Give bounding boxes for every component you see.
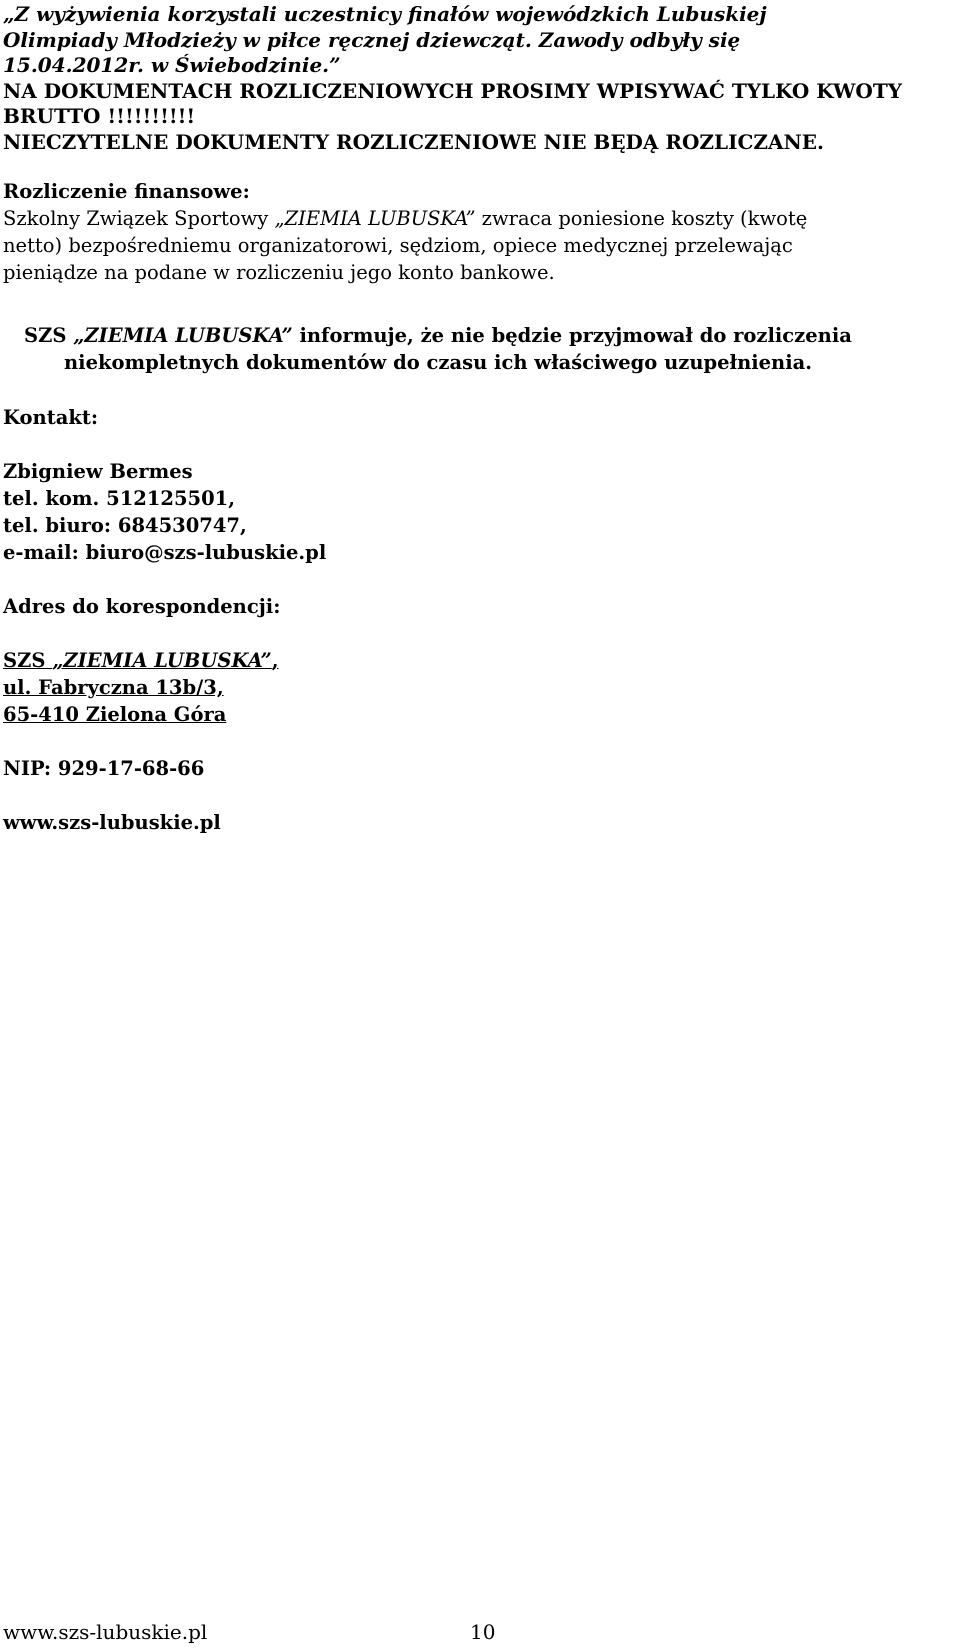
- finance-line-2: netto) bezpośredniemu organizatorowi, sędziom, opiece medycznej przelewając: [3, 234, 793, 257]
- illegible-notice: NIECZYTELNE DOKUMENTY ROZLICZENIOWE NIE BĘDĄ ROZLICZANE.: [3, 129, 824, 154]
- address-heading: Adres do korespondencji:: [3, 595, 281, 618]
- info-pre: SZS: [24, 324, 74, 347]
- contact-mobile: tel. kom. 512125501,: [3, 487, 236, 510]
- address-org-pre: SZS: [3, 649, 53, 672]
- contact-name: Zbigniew Bermes: [3, 460, 193, 483]
- info-line-1-post: informuje, że nie będzie przyjmował do rozliczenia: [292, 324, 852, 347]
- gross-notice-line-2: BRUTTO !!!!!!!!!!: [3, 104, 196, 128]
- address-org-post: ,: [271, 649, 279, 672]
- address-org-name: „ZIEMIA LUBUSKA”: [52, 649, 272, 672]
- notice-block: [3, 2, 953, 155]
- info-line-2: niekompletnych dokumentów do czasu ich właściwego uzupełnienia.: [64, 351, 813, 374]
- contact-heading: Kontakt:: [3, 406, 99, 429]
- finance-heading: Rozliczenie finansowe:: [3, 180, 250, 203]
- finance-line-1-pre: Szkolny Związek Sportowy: [3, 207, 275, 230]
- address-org: [3, 647, 953, 674]
- contact-office-phone: tel. biuro: 684530747,: [3, 514, 247, 537]
- gross-notice-line-1: NA DOKUMENTACH ROZLICZENIOWYCH PROSIMY WPISYWAĆ TYLKO KWOTY: [3, 78, 903, 103]
- finance-block: [3, 178, 953, 286]
- finance-org-name: „ZIEMIA LUBUSKA”: [274, 207, 476, 230]
- nip-number: NIP: 929-17-68-66: [3, 757, 205, 780]
- info-block: [24, 322, 954, 376]
- address-city: 65-410 Zielona Góra: [3, 703, 227, 726]
- finance-line-1-post: zwraca poniesione koszty (kwotę: [475, 207, 808, 230]
- quote-line-3: 15.04.2012r. w Świebodzinie.”: [3, 53, 341, 77]
- info-org-name: „ZIEMIA LUBUSKA”: [73, 324, 293, 347]
- footer-url[interactable]: www.szs-lubuskie.pl: [3, 1620, 208, 1644]
- finance-line-1: [3, 205, 953, 232]
- info-line-1: [24, 322, 954, 349]
- quote-line-1: „Z wyżywienia korzystali uczestnicy finałów wojewódzkich Lubuskiej: [3, 2, 767, 26]
- contact-email[interactable]: e-mail: biuro@szs-lubuskie.pl: [3, 541, 327, 564]
- finance-line-3: pieniądze na podane w rozliczeniu jego konto bankowe.: [3, 261, 555, 284]
- footer-page-number: 10: [470, 1620, 496, 1644]
- contact-block: [3, 404, 953, 836]
- website-link[interactable]: www.szs-lubuskie.pl: [3, 811, 221, 834]
- address-street: ul. Fabryczna 13b/3,: [3, 676, 224, 699]
- quote-line-2: Olimpiady Młodzieży w piłce ręcznej dziewcząt. Zawody odbyły się: [3, 27, 741, 52]
